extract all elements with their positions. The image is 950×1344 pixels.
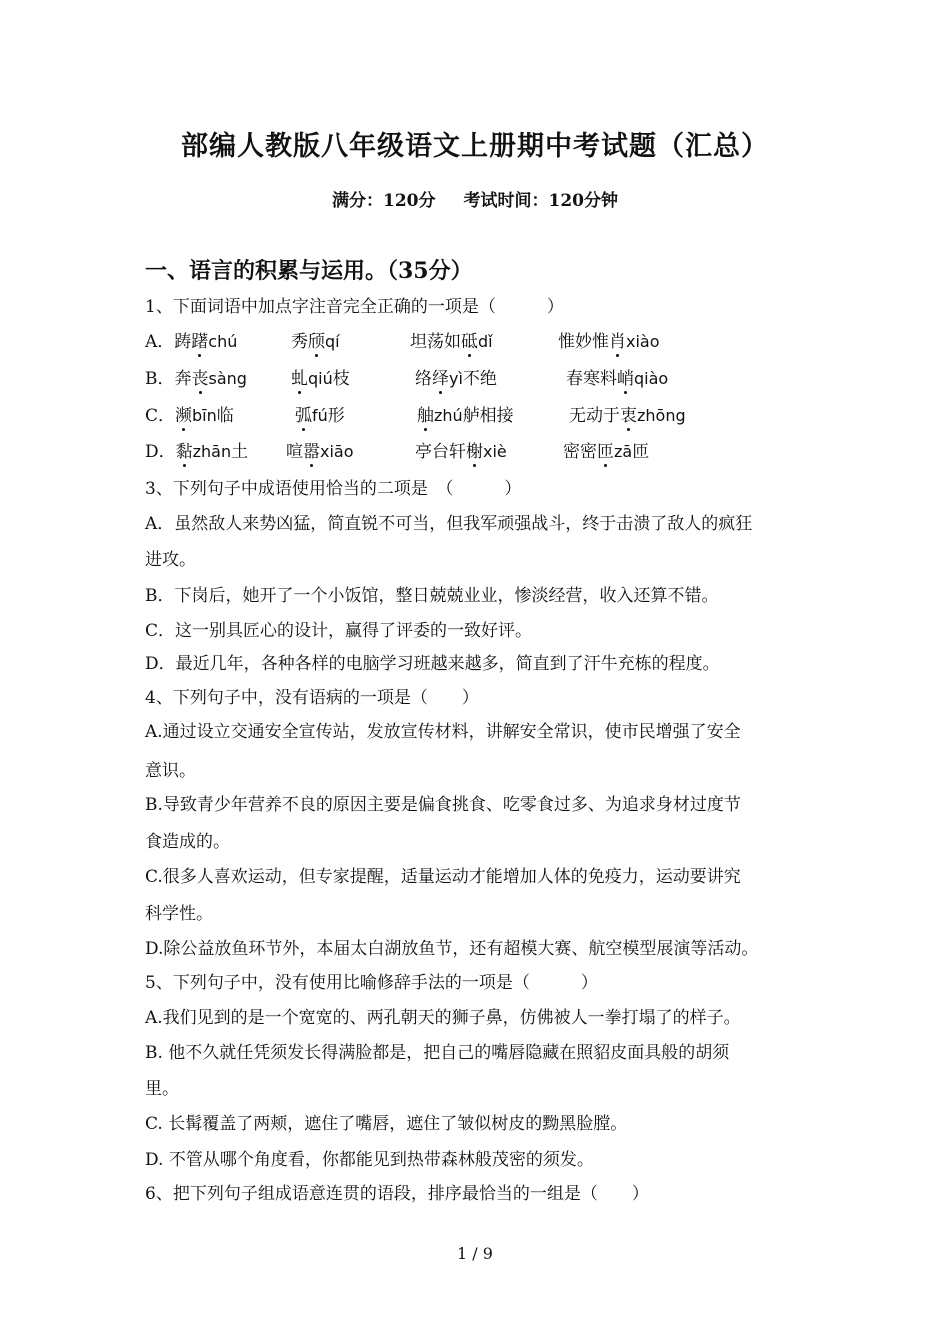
q1-d-item: 亭台轩榭xiè — [415, 442, 507, 462]
page-title: 部编人教版八年级语文上册期中考试题（汇总） — [181, 131, 769, 162]
section-heading: 一、语言的积累与运用。（35分） — [145, 258, 473, 284]
q1-a-item: 坦荡如砥dǐ — [410, 332, 493, 352]
q1-b-item: 络绎yì不绝 — [415, 369, 497, 389]
q3-stem: 3、下列句子中成语使用恰当的二项是 （ ） — [145, 479, 522, 499]
q1-stem: 1、下面词语中加点字注音完全正确的一项是（ ） — [145, 297, 564, 317]
q1-b-item: B．奔丧sàng — [145, 369, 247, 389]
q4-option-a-line2: 意识。 — [145, 761, 196, 781]
q1-b-item: 虬qiú枝 — [291, 369, 350, 389]
q1-c-item: 弧fú形 — [295, 406, 345, 426]
q1-a-item: 秀颀qí — [291, 332, 340, 352]
q5-option-a: A.我们见到的是一个宽宽的、两孔朝天的狮子鼻，仿佛被人一拳打塌了的样子。 — [145, 1008, 741, 1028]
q1-c-item: 舳zhú舻相接 — [417, 406, 514, 426]
exam-time: 考试时间：120分钟 — [463, 191, 618, 211]
q5-option-b-line2: 里。 — [145, 1079, 179, 1099]
q1-c-item: C．濒bīn临 — [145, 406, 234, 426]
q1-a-item: A．踌躇chú — [145, 332, 238, 352]
q5-option-d: D. 不管从哪个角度看，你都能见到热带森林般茂密的须发。 — [145, 1150, 594, 1170]
q4-stem: 4、下列句子中，没有语病的一项是（ ） — [145, 688, 479, 708]
q5-stem: 5、下列句子中，没有使用比喻修辞手法的一项是（ ） — [145, 973, 598, 993]
q4-option-b-line2: 食造成的。 — [145, 832, 230, 852]
q4-option-d: D.除公益放鱼环节外，本届太白湖放鱼节，还有超模大赛、航空模型展演等活动。 — [145, 939, 759, 959]
q5-option-b-line1: B. 他不久就任凭须发长得满脸都是，把自己的嘴唇隐藏在照貂皮面具般的胡须 — [145, 1043, 730, 1063]
page-number: 1 / 9 — [457, 1244, 493, 1263]
full-score: 满分：120分 — [332, 191, 436, 211]
q1-a-item: 惟妙惟肖xiào — [558, 332, 660, 352]
q3-option-a-line2: 进攻。 — [145, 550, 196, 570]
q1-c-item: 无动于衷zhōng — [569, 406, 686, 426]
q1-d-item: 密密匝zā匝 — [563, 442, 650, 462]
q1-d-item: 喧嚣xiāo — [286, 442, 354, 462]
q6-stem: 6、把下列句子组成语意连贯的语段，排序最恰当的一组是（ ） — [145, 1184, 649, 1204]
q3-option-b: B．下岗后，她开了一个小饭馆，整日兢兢业业，惨淡经营，收入还算不错。 — [145, 586, 719, 606]
exam-meta — [0, 186, 950, 211]
q4-option-c-line1: C.很多人喜欢运动，但专家提醒，适量运动才能增加人体的免疫力，运动要讲究 — [145, 867, 741, 887]
q4-option-c-line2: 科学性。 — [145, 904, 213, 924]
q4-option-a-line1: A.通过设立交通安全宣传站，发放宣传材料，讲解安全常识，使市民增强了安全 — [145, 722, 741, 742]
q4-option-b-line1: B.导致青少年营养不良的原因主要是偏食挑食、吃零食过多、为追求身材过度节 — [145, 795, 741, 815]
q3-option-c: C．这一别具匠心的设计，赢得了评委的一致好评。 — [145, 621, 533, 641]
q3-option-a-line1: A．虽然敌人来势凶猛，简直锐不可当，但我军顽强战斗，终于击溃了敌人的疯狂 — [145, 514, 753, 534]
q1-b-item: 春寒料峭qiào — [566, 369, 669, 389]
q1-d-item: D．黏zhān土 — [145, 442, 249, 462]
q5-option-c: C. 长髯覆盖了两颊，遮住了嘴唇，遮住了皱似树皮的黝黑脸膛。 — [145, 1114, 628, 1134]
q3-option-d: D．最近几年，各种各样的电脑学习班越来越多，简直到了汗牛充栋的程度。 — [145, 654, 720, 674]
